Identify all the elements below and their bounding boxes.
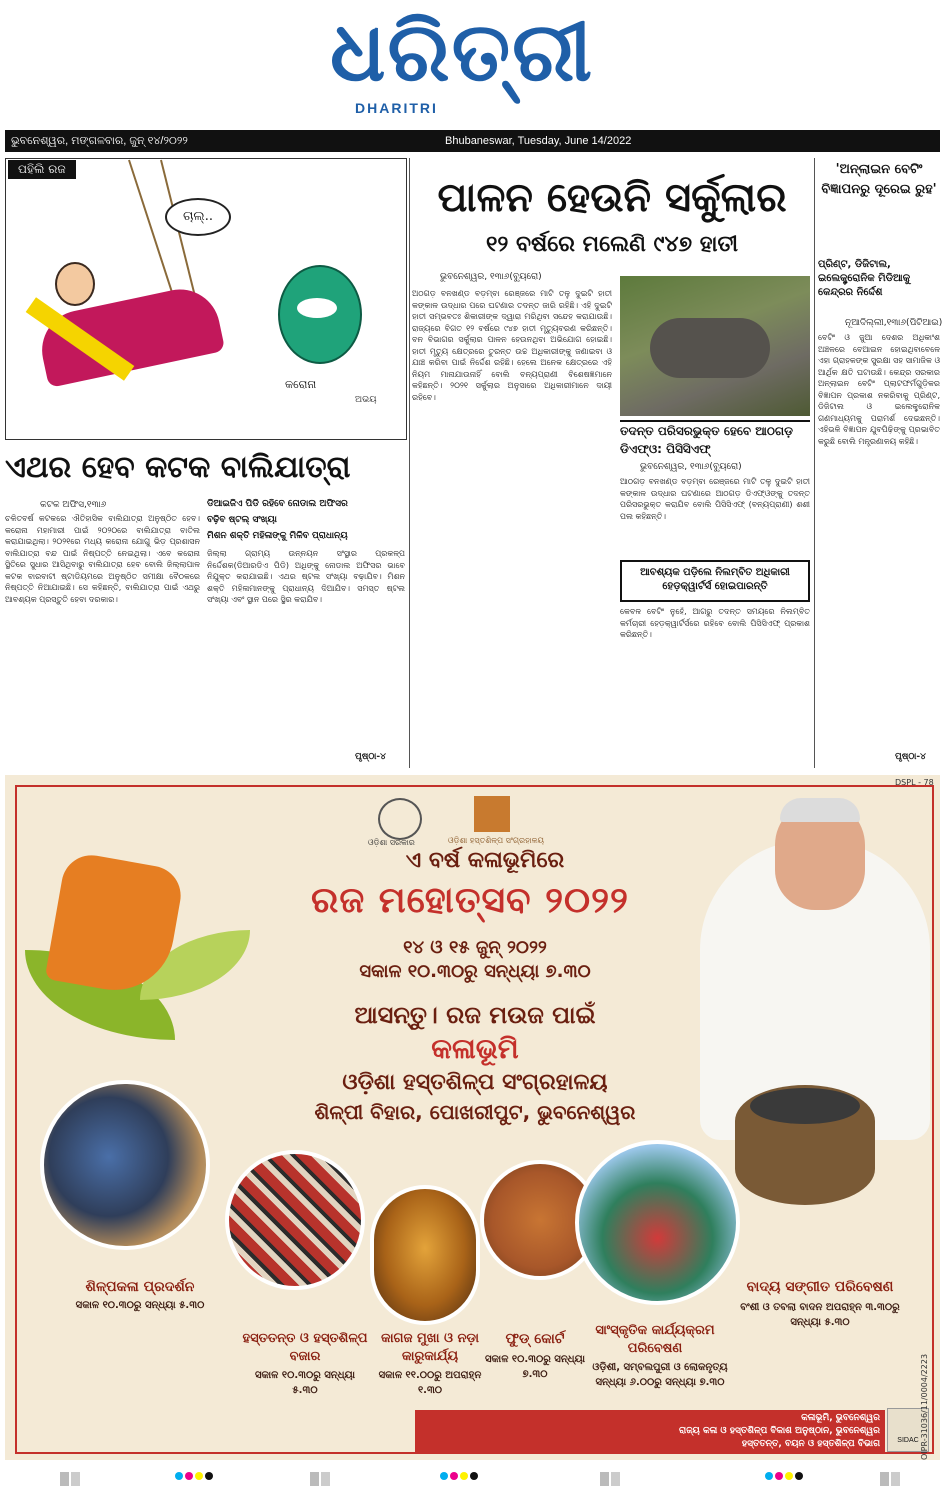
color-register-dots: [175, 1472, 215, 1483]
virus-label: କରୋନା: [285, 378, 317, 391]
elephant-body: ଅଠଗଡ଼ ବନଖଣ୍ଡ ବଡ଼ମ୍ବା ରେଞ୍ଜରେ ମାଟି ତଳୁ ଦୁଇଟି ହାତୀ କଙ୍କାଳ ଉଦ୍ଧାର ପରେ ଘଟଣାର ତଦନ୍ତ ଜାରି ରହିଛି। ଏହି ଦୁଇଟି ହାତୀ ସମ୍ଭବତଃ ଶିକାରୀଙ୍କ ଦ୍ୱାରା ମରିଥିବା ସନ୍ଦେହ କରାଯାଉଛି। ରାଜ୍ୟରେ ବିଗତ ୧୨ ବର୍ଷରେ ୯୪୭ ହାତୀ ମୃତ୍ୟୁବରଣ କରିଛନ୍ତି। ବନ ବିଭାଗର ସର୍କୁଲାର ପାଳନ ହେଉନଥିବା ଅଭିଯୋଗ ହୋଇଛି। ହାତୀ ମୃତ୍ୟୁ କ୍ଷେତ୍ରରେ ତୁରନ୍ତ ଉଚ୍ଚ ଅଧିକାରୀଙ୍କୁ ଜଣାଇବା ଓ ଯାଞ୍ଚ କରିବା ପାଇଁ ନିର୍ଦ୍ଦେଶ ରହିଛି। ହେଲେ ଅନେକ କ୍ଷେତ୍ରରେ ଏହି ନିୟମ ମାନାଯାଉନାହିଁ ବୋଲି ବନ୍ୟପ୍ରାଣୀ ବିଶେଷଜ୍ଞମାନେ କହିଛନ୍ତି। ୨୦୨୧ ସର୍କୁଲାର ଅନୁସାରେ ଅଧିକାରୀମାନେ ଦାୟୀ ରହିବେ।: [412, 289, 612, 402]
ad-invite: ଆସନ୍ତୁ। ରଜ ମଉଜ ପାଇଁ: [354, 1001, 596, 1029]
print-register-marks: [60, 1472, 82, 1489]
ad-title: ରଜ ମହୋତ୍ସବ ୨୦୨୨: [311, 880, 629, 921]
elephant-sidebar-body2: କେବଳ ବେଟିଂ ନୁହେଁ, ଆଗରୁ ତଦନ୍ତ ସମୟରେ ନିଲମ୍ବିତ କର୍ମଚାରୀ ହେଡ଼କ୍ୱାର୍ଟର୍ସରେ ରହିବେ ବୋଲି ପିସିସିଏଫ୍ ପ୍ରକାଶ କରିଛନ୍ତି।: [620, 607, 810, 639]
balijatra-body-left: ଚଳିତବର୍ଷ କଟକରେ ଐତିହାସିକ ବାଲିଯାତ୍ରା ଅନୁଷ୍ଠିତ ହେବ। କରୋନା ମହାମାରୀ ପାଇଁ ୨୦୨୦ରେ ବାଲିଯାତ୍ରା ବାତିଲ କରାଯାଇଥିଲା। ୨୦୨୧ରେ ମଧ୍ୟ କରୋନା ଯୋଗୁ ଭିଡ଼ ପ୍ରଶାସନ ବାଲିଯାତ୍ରା ବନ୍ଦ ପାଇଁ ନିଷ୍ପତ୍ତି ନେଇଥିଲା। ଏବେ କରୋନା ସ୍ଥିତିରେ ସୁଧାର ଆସିଥିବାରୁ ବାଲିଯାତ୍ରା ହେବ ବୋଲି ଜିଲ୍ଲାପାଳ କଟକ ବାରବାଟୀ ଷ୍ଟାଡିୟମରେ ଅନୁଷ୍ଠିତ ସମୀକ୍ଷା ବୈଠକରେ ନିଷ୍ପତ୍ତି ନିଆଯାଇଛି। ସେ କହିଛନ୍ତି, ବାଲିଯାତ୍ରା ପାଇଁ ଏଥରୁ ଆବଶ୍ୟକ ପ୍ରସ୍ତୁତି ହେବା ଦରକାର।: [5, 514, 200, 604]
ad-venue-name: କଳାଭୂମି: [431, 1032, 519, 1065]
betting-byline: ନୂଆଦିଲ୍ଲୀ,୧୩ା୬(ପିଟିଆଇ): [845, 318, 943, 328]
bullet-item: ଡିଆଇଜିଏ ପିଡି ରହିବେ ନୋଡାଲ ଅଫିସର: [207, 499, 348, 509]
balijatra-bullets: [207, 496, 405, 544]
elephant-callout: ଆବଶ୍ୟକ ପଡ଼ିଲେ ନିଲମ୍ବିତ ଅଧିକାରୀ ହେଡ଼କ୍ୱାର୍ଟର୍ସ ହୋଇପାରନ୍ତି: [620, 560, 810, 602]
event-time: ସକାଳ ୧୦.୩୦ରୁ ସନ୍ଧ୍ୟା ୭.୩୦: [485, 1354, 586, 1380]
column-divider: [409, 158, 410, 768]
dance-photo: [575, 1140, 740, 1305]
ad-museum-name: ଓଡ଼ିଶା ହସ୍ତଶିଳ୍ପ ସଂଗ୍ରହାଳୟ: [342, 1070, 608, 1095]
ad-line-1: ଏ ବର୍ଷ କଳାଭୂମିରେ: [405, 848, 565, 873]
museum-logo-icon: [474, 796, 510, 832]
cartoon-virus-face: [297, 298, 337, 318]
cartoon-tag: ପହିଲି ରଜ: [8, 160, 76, 179]
museum-label: ଓଡ଼ିଶା ହସ୍ତଶିଳ୍ପ ସଂଗ୍ରହାଳୟ: [448, 836, 544, 845]
portrait-hair: [780, 798, 860, 822]
ad-footer-text: [470, 1412, 880, 1451]
event-title: ଶିଳ୍ପକଳା ପ୍ରଦର୍ଶନ: [85, 1279, 195, 1295]
event-time: ସକାଳ ୧୧.୦୦ରୁ ଅପରାହ୍ନ ୧.୩୦: [378, 1370, 482, 1396]
mask-photo: [370, 1185, 480, 1325]
betting-body: ବେଟିଂ ଓ ଜୁଆ ଦେଶର ଅଧିକାଂଶ ଅଞ୍ଚଳରେ ବେଆଇନ ହୋଇଥିବାବେଳେ ଏହା ଗ୍ରାହକଙ୍କ ସୁରକ୍ଷା ସହ ସାମାଜିକ ଓ ଆର୍ଥିକ କ୍ଷତି ଘଟାଉଛି। କେନ୍ଦ୍ର ସରକାର ଅନ୍‌ଲାଇନ ବେଟିଂ ପ୍ଲାଟଫର୍ମଗୁଡ଼ିକର ବିଜ୍ଞାପନ ପ୍ରକାଶ ନକରିବାକୁ ପ୍ରିଣ୍ଟ, ଡିଜିଟାଲ ଓ ଇଲେକ୍ଟ୍ରୋନିକ ଗଣମାଧ୍ୟମକୁ ପରାମର୍ଶ ଦେଇଛନ୍ତି। ଏହିଭଳି ବିଜ୍ଞାପନ ଯୁବପିଢ଼ିଙ୍କୁ ପ୍ରଭାବିତ କରୁଛି ବୋଲି ମନ୍ତ୍ରଣାଳୟ କହିଛି।: [818, 333, 940, 446]
elephant-headline[interactable]: ପାଳନ ହେଉନି ସର୍କୁଲାର: [437, 175, 787, 221]
footer-line: କଳାଭୂମି, ଭୁବନେଶ୍ୱର: [801, 1413, 880, 1423]
dateline-english: Bhubaneswar, Tuesday, June 14/2022: [445, 135, 632, 147]
event-title: ହସ୍ତତନ୍ତ ଓ ହସ୍ତଶିଳ୍ପ ବଜାର: [242, 1331, 368, 1364]
ad-release-code: OIPR-31036/11/0004/2223: [920, 1353, 929, 1460]
color-register-dots: [440, 1472, 480, 1483]
ad-code: DSPL - 78: [895, 778, 934, 787]
event-title: କାଗଜ ମୁଖା ଓ ନଡ଼ା କାରୁକାର୍ଯ୍ୟ: [380, 1331, 480, 1364]
ad-dates: ୧୪ ଓ ୧୫ ଜୁନ୍ ୨୦୨୨: [403, 937, 547, 958]
elephant-byline: ଭୁବନେଶ୍ୱର, ୧୩ା୬(ବ୍ୟୁରୋ): [440, 272, 542, 282]
bullet-item: ବଢ଼ିବ ଷ୍ଟଲ୍ ସଂଖ୍ୟା: [207, 515, 277, 525]
bullet-item: ମିଶନ ଶକ୍ତି ମହିଳାଙ୍କୁ ମିଳିବ ପ୍ରାଧାନ୍ୟ: [207, 531, 348, 541]
elephant-sidebar-headline: ତଦନ୍ତ ପରିସରଭୁକ୍ତ ହେବେ ଆଠଗଡ଼ ଡିଏଫ୍ଓ: ପିସିସିଏଫ୍: [620, 420, 810, 458]
newspaper-logo[interactable]: ଧରିତ୍ରୀ: [330, 5, 595, 100]
footer-line: ହସ୍ତତନ୍ତ, ବୟନ ଓ ହସ୍ତଶିଳ୍ପ ବିଭାଗ: [741, 1439, 880, 1449]
newspaper-logo-english: DHARITRI: [355, 100, 438, 116]
print-register-marks: [600, 1472, 622, 1489]
cartoon-girl-head: [55, 262, 95, 306]
event-time: ସକାଳ ୧୦.୩୦ରୁ ସନ୍ଧ୍ୟା ୫.୩୦: [75, 1300, 205, 1311]
ad-timing: ସକାଳ ୧୦.୩୦ରୁ ସନ୍ଧ୍ୟା ୭.୩୦: [359, 961, 591, 982]
odisha-govt-emblem-icon: [378, 798, 422, 840]
print-register-marks: [880, 1472, 902, 1489]
balijatra-byline: କଟକ ଅଫିସ,୧୩ା୬: [40, 500, 107, 510]
balijatra-headline[interactable]: ଏଥର ହେବ କଟକ ବାଲିଯାତ୍ରା: [5, 450, 351, 485]
print-register-marks: [310, 1472, 332, 1489]
event-time: ଓଡ଼ିଶୀ, ସମ୍ବଲପୁରୀ ଓ ଲୋକନୃତ୍ୟ ସନ୍ଧ୍ୟା ୬.୦୦ରୁ ସନ୍ଧ୍ୟା ୭.୩୦: [592, 1362, 728, 1388]
balijatra-body-right: ଜିଲ୍ଲା ଗ୍ରାମ୍ୟ ଉନ୍ନୟନ ସଂସ୍ଥାର ପ୍ରକଳ୍ପ ନିର୍ଦ୍ଦେଶକ(ଡିଆରଡିଏ ପିଡି) ଅଧିଙ୍କୁ ନୋଡାଲ ଅଫିସର ଭାବେ ନିଯୁକ୍ତ କରାଯାଇଛି। ଏଥର ଷ୍ଟଲ ସଂଖ୍ୟା ବଢ଼ାଯିବ। ମିଶନ ଶକ୍ତି ମହିଳାମାନଙ୍କୁ ପ୍ରାଧାନ୍ୟ ଦିଆଯିବ। ସମସ୍ତ ଷ୍ଟଲ ସଂଖ୍ୟା ଏବଂ ସ୍ଥାନ ପରେ ସ୍ଥିର କରାଯିବ।: [207, 549, 405, 604]
speech-bubble: ଚାଲ୍..: [165, 198, 231, 236]
handloom-photo: [225, 1150, 365, 1290]
dateline-odia: ଭୁବନେଶ୍ୱର, ମଙ୍ଗଳବାର, ଜୁନ୍ ୧୪/୨୦୨୨: [11, 135, 188, 147]
event-title: ବାଦ୍ୟ ସଙ୍ଗୀତ ପରିବେଷଣ: [746, 1279, 894, 1295]
pottery-photo: [40, 1080, 210, 1250]
continued-link[interactable]: ପୃଷ୍ଠା-୪: [355, 752, 386, 762]
govt-label: ଓଡ଼ିଶା ସରକାର: [368, 838, 415, 847]
tabla-drum-top: [750, 1088, 860, 1124]
footer-line: ରାଜ୍ୟ କଳା ଓ ହସ୍ତଶିଳ୍ପ ବିକାଶ ଅନୁଷ୍ଠାନ, ଭୁବନେଶ୍ୱର: [679, 1426, 880, 1436]
elephant-sidebar-byline: ଭୁବନେଶ୍ୱର, ୧୩ା୬(ବ୍ୟୁରୋ): [640, 462, 742, 472]
dateline-bar: [5, 130, 940, 152]
event-time: ବଂଶୀ ଓ ତବଲା ବାଦନ ଅପରାହ୍ନ ୩.୩୦ରୁ ସନ୍ଧ୍ୟା ୫.୩୦: [740, 1302, 900, 1328]
elephant-subheadline: ୧୨ ବର୍ଷରେ ମଲେଣି ୯୪୭ ହାତୀ: [485, 232, 739, 257]
elephant-figure: [650, 318, 770, 378]
cartoonist-signature: ଅଭୟ: [355, 395, 377, 405]
continued-link[interactable]: ପୃଷ୍ଠା-୪: [895, 752, 926, 762]
elephant-sidebar-body: ଆଠଗଡ଼ ବନଖଣ୍ଡ ବଡ଼ମ୍ବା ରେଞ୍ଜରେ ମାଟି ତଳୁ ଦୁଇଟି ହାତୀ କଙ୍କାଳ ଉଦ୍ଧାର ଘଟଣାରେ ଆଠଗଡ଼ ଡିଏଫ୍ଓଙ୍କୁ ତଦନ୍ତ ପରିସରଭୁକ୍ତ କରାଯିବ ବୋଲି ପିସିସିଏଫ୍ (ବନ୍ୟପ୍ରାଣୀ) ଶଶୀ ପଲ କହିଛନ୍ତି।: [620, 477, 810, 521]
column-divider: [814, 158, 815, 768]
betting-bullet: ପ୍ରିଣ୍ଟ, ଡିଜିଟାଲ, ଇଲେକ୍ଟ୍ରୋନିକ ମିଡିଆକୁ କେନ୍ଦ୍ରର ନିର୍ଦ୍ଦେଶ: [818, 259, 911, 298]
event-time: ସକାଳ ୧୦.୩୦ରୁ ସନ୍ଧ୍ୟା ୫.୩୦: [254, 1370, 355, 1396]
sidac-logo-label: SIDAC: [897, 1437, 919, 1444]
color-register-dots: [765, 1472, 805, 1483]
event-title: ସାଂସ୍କୃତିକ କାର୍ଯ୍ୟକ୍ରମ ପରିବେଷଣ: [595, 1323, 715, 1356]
event-title: ଫୁଡ୍ କୋର୍ଟ: [505, 1331, 565, 1347]
betting-headline[interactable]: 'ଅନ୍‌ଲାଇନ ବେଟିଂ ବିଜ୍ଞାପନରୁ ଦୂରେଇ ରୁହ': [821, 162, 937, 197]
ad-address: ଶିଳ୍ପୀ ବିହାର, ପୋଖରୀପୁଟ, ଭୁବନେଶ୍ୱର: [314, 1100, 636, 1124]
